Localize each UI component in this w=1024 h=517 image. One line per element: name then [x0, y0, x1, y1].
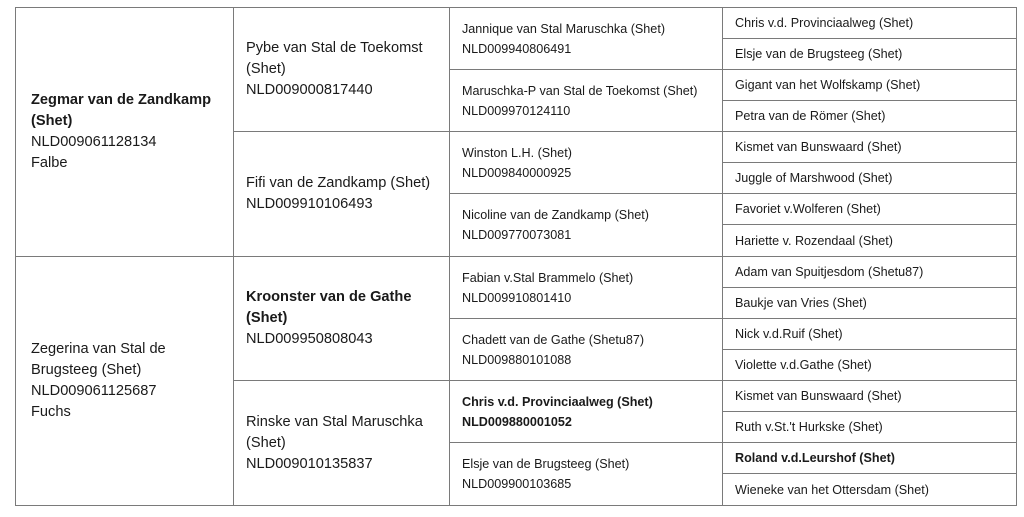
gen4-name: Gigant van het Wolfskamp (Shet) — [735, 78, 921, 92]
gen4-cell — [722, 318, 1017, 350]
gen4-cell — [722, 100, 1017, 132]
dam-name: Zegerina van Stal de Brugsteeg (Shet) — [31, 341, 166, 378]
gen4-cell — [722, 349, 1017, 381]
gen3-name: Maruschka-P van Stal de Toekomst (Shet) — [462, 83, 698, 98]
gen4-name: Elsje van de Brugsteeg (Shet) — [735, 47, 903, 61]
sire-cell — [15, 7, 234, 257]
gen4-name: Ruth v.St.'t Hurkske (Shet) — [735, 420, 883, 434]
gen3-name: Fabian v.Stal Brammelo (Shet) — [462, 270, 634, 285]
gen3-registration: NLD009770073081 — [462, 228, 572, 242]
gen3-cell — [449, 318, 723, 381]
gen4-name: Hariette v. Rozendaal (Shet) — [735, 233, 893, 248]
gen4-name: Favoriet v.Wolferen (Shet) — [735, 202, 881, 216]
gen4-name: Chris v.d. Provinciaalweg (Shet) — [735, 16, 914, 30]
gen3-name: Elsje van de Brugsteeg (Shet) — [462, 457, 630, 471]
gen3-cell — [449, 69, 723, 132]
gen4-cell — [722, 38, 1017, 70]
gen3-cell — [449, 442, 723, 506]
gen2-name: Rinske van Stal Maruschka (Shet) — [246, 413, 423, 451]
gen2-name: Kroonster van de Gathe (Shet) — [246, 289, 412, 326]
gen3-cell — [449, 193, 723, 257]
gen4-cell — [722, 411, 1017, 443]
dam-cell — [15, 256, 234, 506]
gen4-cell — [722, 162, 1017, 194]
gen2-cell — [233, 380, 450, 506]
gen4-name: Petra van de Römer (Shet) — [735, 109, 886, 123]
gen4-name: Kismet van Bunswaard (Shet) — [735, 140, 902, 154]
gen3-name: Chadett van de Gathe (Shetu87) — [462, 332, 645, 347]
gen4-cell — [722, 256, 1017, 288]
gen3-registration: NLD009880101088 — [462, 352, 572, 367]
gen3-registration: NLD009880001052 — [462, 414, 572, 429]
gen4-name: Roland v.d.Leurshof (Shet) — [735, 451, 895, 465]
gen3-name: Winston L.H. (Shet) — [462, 145, 572, 160]
gen4-name: Kismet van Bunswaard (Shet) — [735, 389, 902, 403]
gen4-cell — [722, 69, 1017, 101]
gen2-registration: NLD009010135837 — [246, 455, 373, 472]
gen3-registration: NLD009970124110 — [462, 103, 571, 118]
gen4-cell — [722, 473, 1017, 506]
sire-name: Zegmar van de Zandkamp (Shet) — [31, 92, 212, 129]
gen4-name: Baukje van Vries (Shet) — [735, 296, 867, 310]
gen4-cell — [722, 7, 1017, 39]
gen2-cell — [233, 7, 450, 132]
gen4-cell — [722, 380, 1017, 412]
gen3-registration: NLD009840000925 — [462, 165, 572, 180]
gen4-cell — [722, 442, 1017, 474]
gen4-name: Violette v.d.Gathe (Shet) — [735, 358, 872, 372]
gen4-cell — [722, 224, 1017, 257]
gen4-cell — [722, 287, 1017, 319]
gen3-cell — [449, 380, 723, 443]
dam-registration: NLD009061125687 — [31, 383, 157, 399]
gen2-registration: NLD009950808043 — [246, 331, 373, 347]
gen4-cell — [722, 131, 1017, 163]
gen2-registration: NLD009000817440 — [246, 82, 373, 98]
gen2-cell — [233, 256, 450, 381]
sire-color: Falbe — [31, 155, 68, 171]
gen4-cell — [722, 193, 1017, 225]
gen2-cell — [233, 131, 450, 257]
gen4-name: Juggle of Marshwood (Shet) — [735, 171, 893, 185]
gen3-cell — [449, 131, 723, 194]
gen2-name: Fifi van de Zandkamp (Shet) — [246, 175, 431, 191]
gen3-registration: NLD009900103685 — [462, 477, 572, 491]
gen3-cell — [449, 256, 723, 319]
gen2-name: Pybe van Stal de Toekomst (Shet) — [246, 40, 423, 77]
gen3-cell — [449, 7, 723, 70]
gen3-registration: NLD009940806491 — [462, 41, 572, 56]
gen4-name: Adam van Spuitjesdom (Shetu87) — [735, 265, 924, 279]
gen4-name: Nick v.d.Ruif (Shet) — [735, 327, 843, 341]
gen3-name: Chris v.d. Provinciaalweg (Shet) — [462, 394, 653, 409]
gen3-name: Nicoline van de Zandkamp (Shet) — [462, 208, 649, 222]
sire-registration: NLD009061128134 — [31, 134, 157, 150]
gen2-registration: NLD009910106493 — [246, 196, 373, 212]
gen4-name: Wieneke van het Ottersdam (Shet) — [735, 482, 929, 497]
dam-color: Fuchs — [31, 404, 71, 420]
gen3-registration: NLD009910801410 — [462, 290, 572, 305]
gen3-name: Jannique van Stal Maruschka (Shet) — [462, 21, 666, 36]
